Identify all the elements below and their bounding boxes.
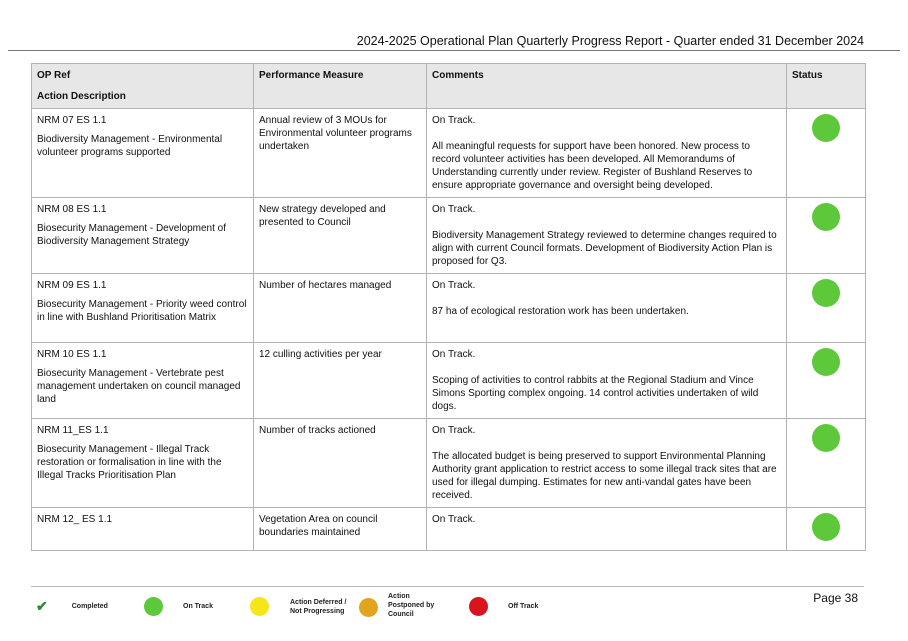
status-on-track-icon: [812, 203, 840, 231]
legend-postponed: [359, 592, 434, 619]
comment-detail: All meaningful requests for support have been honored. New process to record volunteer activities has been developed. All Memorandums of Understanding currently under review. Register of Bushland Reserves to ensure appropriate governance and oversight being developed.: [432, 141, 753, 191]
comment-status: On Track.: [432, 280, 476, 291]
comment-status: On Track.: [432, 425, 476, 436]
legend-postponed-label: [388, 592, 434, 619]
col-status: Status: [787, 64, 866, 109]
action-description-header: Action Description: [37, 91, 126, 102]
legend-off-track: [469, 597, 538, 616]
col-performance-measure: Performance Measure: [254, 64, 427, 109]
legend-completed-label: Completed: [71, 603, 108, 610]
status-on-track-icon: [812, 348, 840, 376]
legend-postponed-line3: Council: [388, 611, 414, 618]
legend-deferred-line2: Not Progressing: [290, 607, 345, 615]
comment-detail: The allocated budget is being preserved to support Environmental Planning Authority grant application to restrict access to some illegal track sites that are used for illegal dumping. Estimates for new anti-vandal gates have been received.: [432, 451, 777, 501]
comments-cell: [427, 109, 787, 198]
legend-completed: [36, 598, 108, 615]
op-ref-header: OP Ref: [37, 70, 71, 81]
comments-cell: [427, 274, 787, 343]
op-ref: NRM 11_ES 1.1: [37, 425, 109, 436]
op-ref: NRM 07 ES 1.1: [37, 115, 107, 126]
comment-status: On Track.: [432, 349, 476, 360]
performance-measure: 12 culling activities per year: [254, 343, 427, 419]
status-cell: [787, 109, 866, 198]
action-description: Biosecurity Management - Development of Biodiversity Management Strategy: [37, 223, 226, 247]
status-cell: [787, 419, 866, 508]
status-legend: [36, 592, 556, 622]
legend-deferred-line1: Action Deferred /: [290, 598, 347, 606]
legend-off-track-label: Off Track: [508, 603, 539, 610]
op-ref: NRM 09 ES 1.1: [37, 280, 107, 291]
col-comments: Comments: [427, 64, 787, 109]
comment-detail: Biodiversity Management Strategy reviewed to determine changes required to align with current Council formats. Development of Biodiversity Action Plan is proposed for Q3.: [432, 230, 777, 267]
page-number: Page 38: [813, 591, 858, 605]
status-cell: [787, 508, 866, 551]
legend-deferred: [250, 597, 346, 616]
on-track-dot-icon: [144, 597, 163, 616]
header-divider: [8, 50, 900, 51]
legend-on-track: [144, 597, 213, 616]
legend-postponed-line2: Postponed by: [388, 602, 435, 609]
op-ref: NRM 12_ ES 1.1: [37, 514, 113, 525]
op-ref-cell: [32, 109, 254, 198]
table-row: [32, 198, 866, 274]
op-ref-cell: [32, 274, 254, 343]
performance-measure: Number of tracks actioned: [254, 419, 427, 508]
action-description: Biosecurity Management - Priority weed control in line with Bushland Prioritisation Matrix: [37, 299, 247, 323]
table-row: [32, 274, 866, 343]
table-row: [32, 508, 866, 551]
comment-detail: Scoping of activities to control rabbits at the Regional Stadium and Vince Simons Sporting complex ongoing. 14 control activities undertaken of wild dogs.: [432, 375, 759, 412]
status-cell: [787, 198, 866, 274]
legend-deferred-label: [290, 598, 346, 616]
op-ref-cell: [32, 419, 254, 508]
legend-postponed-line1: Action: [388, 593, 410, 600]
comment-status: On Track.: [432, 204, 476, 215]
status-cell: [787, 343, 866, 419]
action-description: Biosecurity Management - Illegal Track restoration or formalisation in line with the Illegal Tracks Prioritisation Plan: [37, 444, 222, 481]
check-icon: ✔: [36, 598, 48, 614]
op-ref: NRM 08 ES 1.1: [37, 204, 107, 215]
action-description: Biodiversity Management - Environmental volunteer programs supported: [37, 134, 223, 158]
postponed-dot-icon: [359, 598, 378, 617]
comments-cell: [427, 508, 787, 551]
table-header-row: [32, 64, 866, 109]
status-cell: [787, 274, 866, 343]
performance-measure: New strategy developed and presented to Council: [254, 198, 427, 274]
off-track-dot-icon: [469, 597, 488, 616]
op-ref-cell: [32, 508, 254, 551]
table-row: [32, 343, 866, 419]
status-on-track-icon: [812, 279, 840, 307]
status-on-track-icon: [812, 513, 840, 541]
table-row: [32, 419, 866, 508]
status-on-track-icon: [812, 424, 840, 452]
footer-divider: [31, 586, 864, 587]
comments-cell: [427, 419, 787, 508]
performance-measure: Number of hectares managed: [254, 274, 427, 343]
performance-measure: Vegetation Area on council boundaries maintained: [254, 508, 427, 551]
status-on-track-icon: [812, 114, 840, 142]
op-ref-cell: [32, 198, 254, 274]
op-ref-cell: [32, 343, 254, 419]
op-ref: NRM 10 ES 1.1: [37, 349, 107, 360]
comment-detail: 87 ha of ecological restoration work has been undertaken.: [432, 306, 689, 317]
comment-status: On Track.: [432, 115, 476, 126]
action-description: Biosecurity Management - Vertebrate pest management undertaken on council managed land: [37, 368, 241, 405]
progress-table: [31, 63, 866, 551]
comments-cell: [427, 198, 787, 274]
col-op-ref: [32, 64, 254, 109]
legend-on-track-label: On Track: [183, 603, 213, 610]
report-title: 2024-2025 Operational Plan Quarterly Progress Report - Quarter ended 31 December 2024: [356, 34, 864, 48]
table-row: [32, 109, 866, 198]
comments-cell: [427, 343, 787, 419]
comment-status: On Track.: [432, 514, 476, 525]
deferred-dot-icon: [250, 597, 269, 616]
performance-measure: Annual review of 3 MOUs for Environmental volunteer programs undertaken: [254, 109, 427, 198]
